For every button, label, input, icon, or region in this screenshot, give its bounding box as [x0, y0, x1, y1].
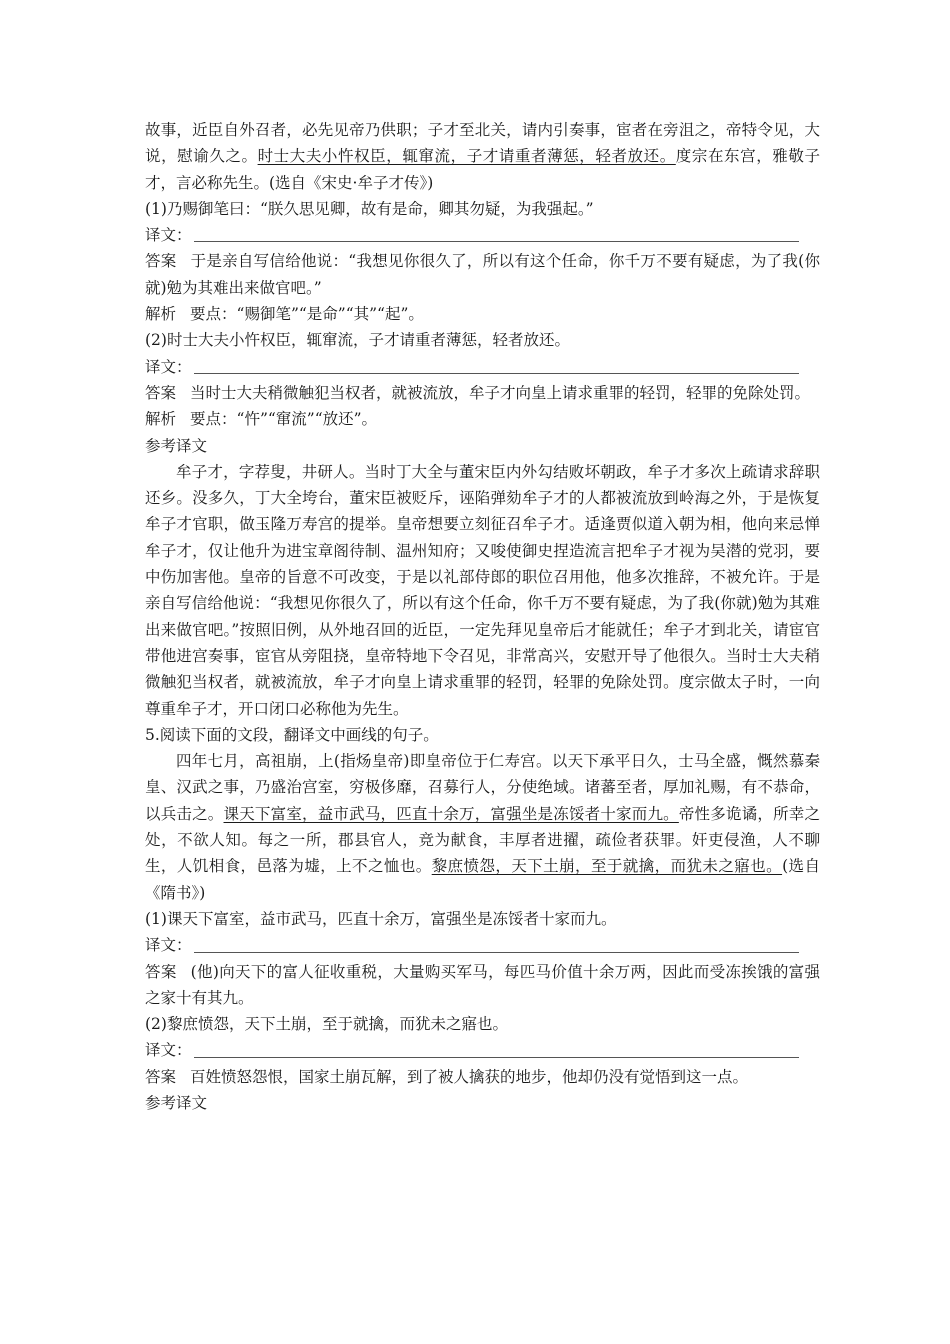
document-page — [145, 117, 820, 1116]
translation-line-5-2 — [145, 1037, 820, 1063]
passage-text: 故事，近臣自外召者，必先见帝乃供职；子才至北关，请内引奏事，宦者在旁沮之，帝特令见，大说，慰谕久之。 — [145, 121, 820, 166]
underlined-sentence: 时士大夫小忤权臣，辄窜流，子才请重者薄惩，轻者放还。 — [257, 147, 676, 166]
analysis-label: 解析 — [145, 410, 177, 429]
translation-label: 译文： — [145, 357, 192, 376]
answer-5-2 — [145, 1064, 820, 1090]
answer-label: 答案 — [145, 252, 177, 271]
translation-label: 译文： — [145, 1041, 192, 1060]
answer-text: 当时士大夫稍微触犯当权者，就被流放，牟子才向皇上请求重罪的轻罚，轻罪的免除处罚。 — [190, 383, 811, 402]
question-5-2: (2)黎庶愤怨，天下土崩，至于就擒，而犹未之寤也。 — [145, 1015, 508, 1034]
answer-1 — [145, 248, 820, 301]
analysis-text: 要点：“忤”“窜流”“放还”。 — [190, 410, 378, 429]
translation-line-2 — [145, 354, 820, 380]
question-5-1: (1)课天下富室，益市武马，匹直十余万，富强坐是冻馁者十家而九。 — [145, 909, 617, 928]
passage-text-source: 度宗在东宫，雅敬子才，言必称先生。(选自《宋史·牟子才传》) — [145, 147, 820, 192]
answer-blank[interactable] — [194, 225, 799, 242]
underlined-sentence: 黎庶愤怨，天下土崩，至于就擒，而犹未之寤也。 — [431, 857, 783, 876]
answer-label: 答案 — [145, 383, 177, 402]
answer-text: (他)向天下的富人征收重税，大量购买军马，每匹马价值十余万两，因此而受冻挨饿的富强之家十有其九。 — [145, 962, 820, 1007]
answer-2 — [145, 380, 820, 406]
answer-5-1 — [145, 959, 820, 1012]
answer-blank[interactable] — [194, 1041, 799, 1058]
passage-text: 帝性多诡谲，所幸之处，不欲人知。每之一所，郡县官人，竞为献食，丰厚者进擢，疏俭者获罪。奸吏侵渔，人不聊生，人饥相食，邑落为墟，上不之恤也。 — [145, 804, 820, 876]
answer-blank[interactable] — [194, 936, 799, 953]
passage-paragraph-2 — [145, 748, 820, 906]
analysis-text: 要点：“赐御笔”“是命”“其”“起”。 — [190, 305, 424, 324]
answer-blank[interactable] — [194, 357, 799, 374]
answer-text: 于是亲自写信给他说：“我想见你很久了，所以有这个任命，你千万不要有疑虑，为了我(你就)勉为其难出来做官吧。” — [145, 252, 820, 297]
passage-text-source: (选自《隋书》) — [145, 857, 820, 902]
analysis-2 — [145, 406, 820, 432]
question-5-title: 5.阅读下面的文段，翻译文中画线的句子。 — [145, 725, 439, 744]
analysis-1 — [145, 301, 820, 327]
question-1: (1)乃赐御笔曰：“朕久思见卿，故有是命，卿其勿疑，为我强起。” — [145, 199, 594, 218]
underlined-sentence: 课天下富室，益市武马，匹直十余万，富强坐是冻馁者十家而九。 — [223, 804, 679, 823]
reference-translation-text: 牟子才，字荐叟，井研人。当时丁大全与董宋臣内外勾结败坏朝政，牟子才多次上疏请求辞职还乡。没多久，丁大全垮台，董宋臣被贬斥，诬陷弹劾牟子才的人都被流放到岭海之外，于是恢复牟子才官职，做玉隆万寿宫的提举。皇帝想要立刻征召牟子才。适逢贾似道入朝为相，他向来忌惮牟子才，仅让他升为进宝章阁待制、温州知府；又唆使御史捏造流言把牟子才视为吴潜的党羽，要中伤加害他。皇帝的旨意不可改变，于是以礼部侍郎的职位召用他，他多次推辞，不被允许。于是亲自写信给他说：“我想见你很久了，所以有这个任命，你千万不要有疑虑，为了我(你就)勉为其难出来做官吧。”按照旧例，从外地召回的近臣，一定先拜见皇帝后才能就任；牟子才到北关，请宦官带他进宫奏事，宦官从旁阻挠，皇帝特地下令召见，非常高兴，安慰开导了他很久。当时士大夫稍微触犯当权者，就被流放，牟子才向皇上请求重罪的轻罚，轻罪的免除处罚。度宗做太子时，一向尊重牟子才，开口闭口必称他为先生。 — [145, 462, 820, 718]
translation-label: 译文： — [145, 226, 192, 245]
analysis-label: 解析 — [145, 305, 177, 324]
passage-text: 四年七月，高祖崩，上(指炀皇帝)即皇帝位于仁寿宫。以天下承平日久，士马全盛，慨然慕秦皇、汉武之事，乃盛治宫室，穷极侈靡，召募行人，分使绝域。诸蕃至者，厚加礼赐，有不恭命，以兵击之。 — [145, 752, 820, 823]
reference-translation-label-2: 参考译文 — [145, 1093, 208, 1112]
translation-label: 译文： — [145, 936, 192, 955]
question-2: (2)时士大夫小忤权臣，辄窜流，子才请重者薄惩，轻者放还。 — [145, 331, 570, 350]
translation-line-1 — [145, 222, 820, 248]
answer-label: 答案 — [145, 1067, 177, 1086]
answer-text: 百姓愤怒怨恨，国家土崩瓦解，到了被人擒获的地步，他却仍没有觉悟到这一点。 — [190, 1067, 749, 1086]
answer-label: 答案 — [145, 962, 177, 981]
translation-line-5-1 — [145, 932, 820, 958]
passage-paragraph-1 — [145, 117, 820, 196]
reference-translation-label: 参考译文 — [145, 436, 208, 455]
